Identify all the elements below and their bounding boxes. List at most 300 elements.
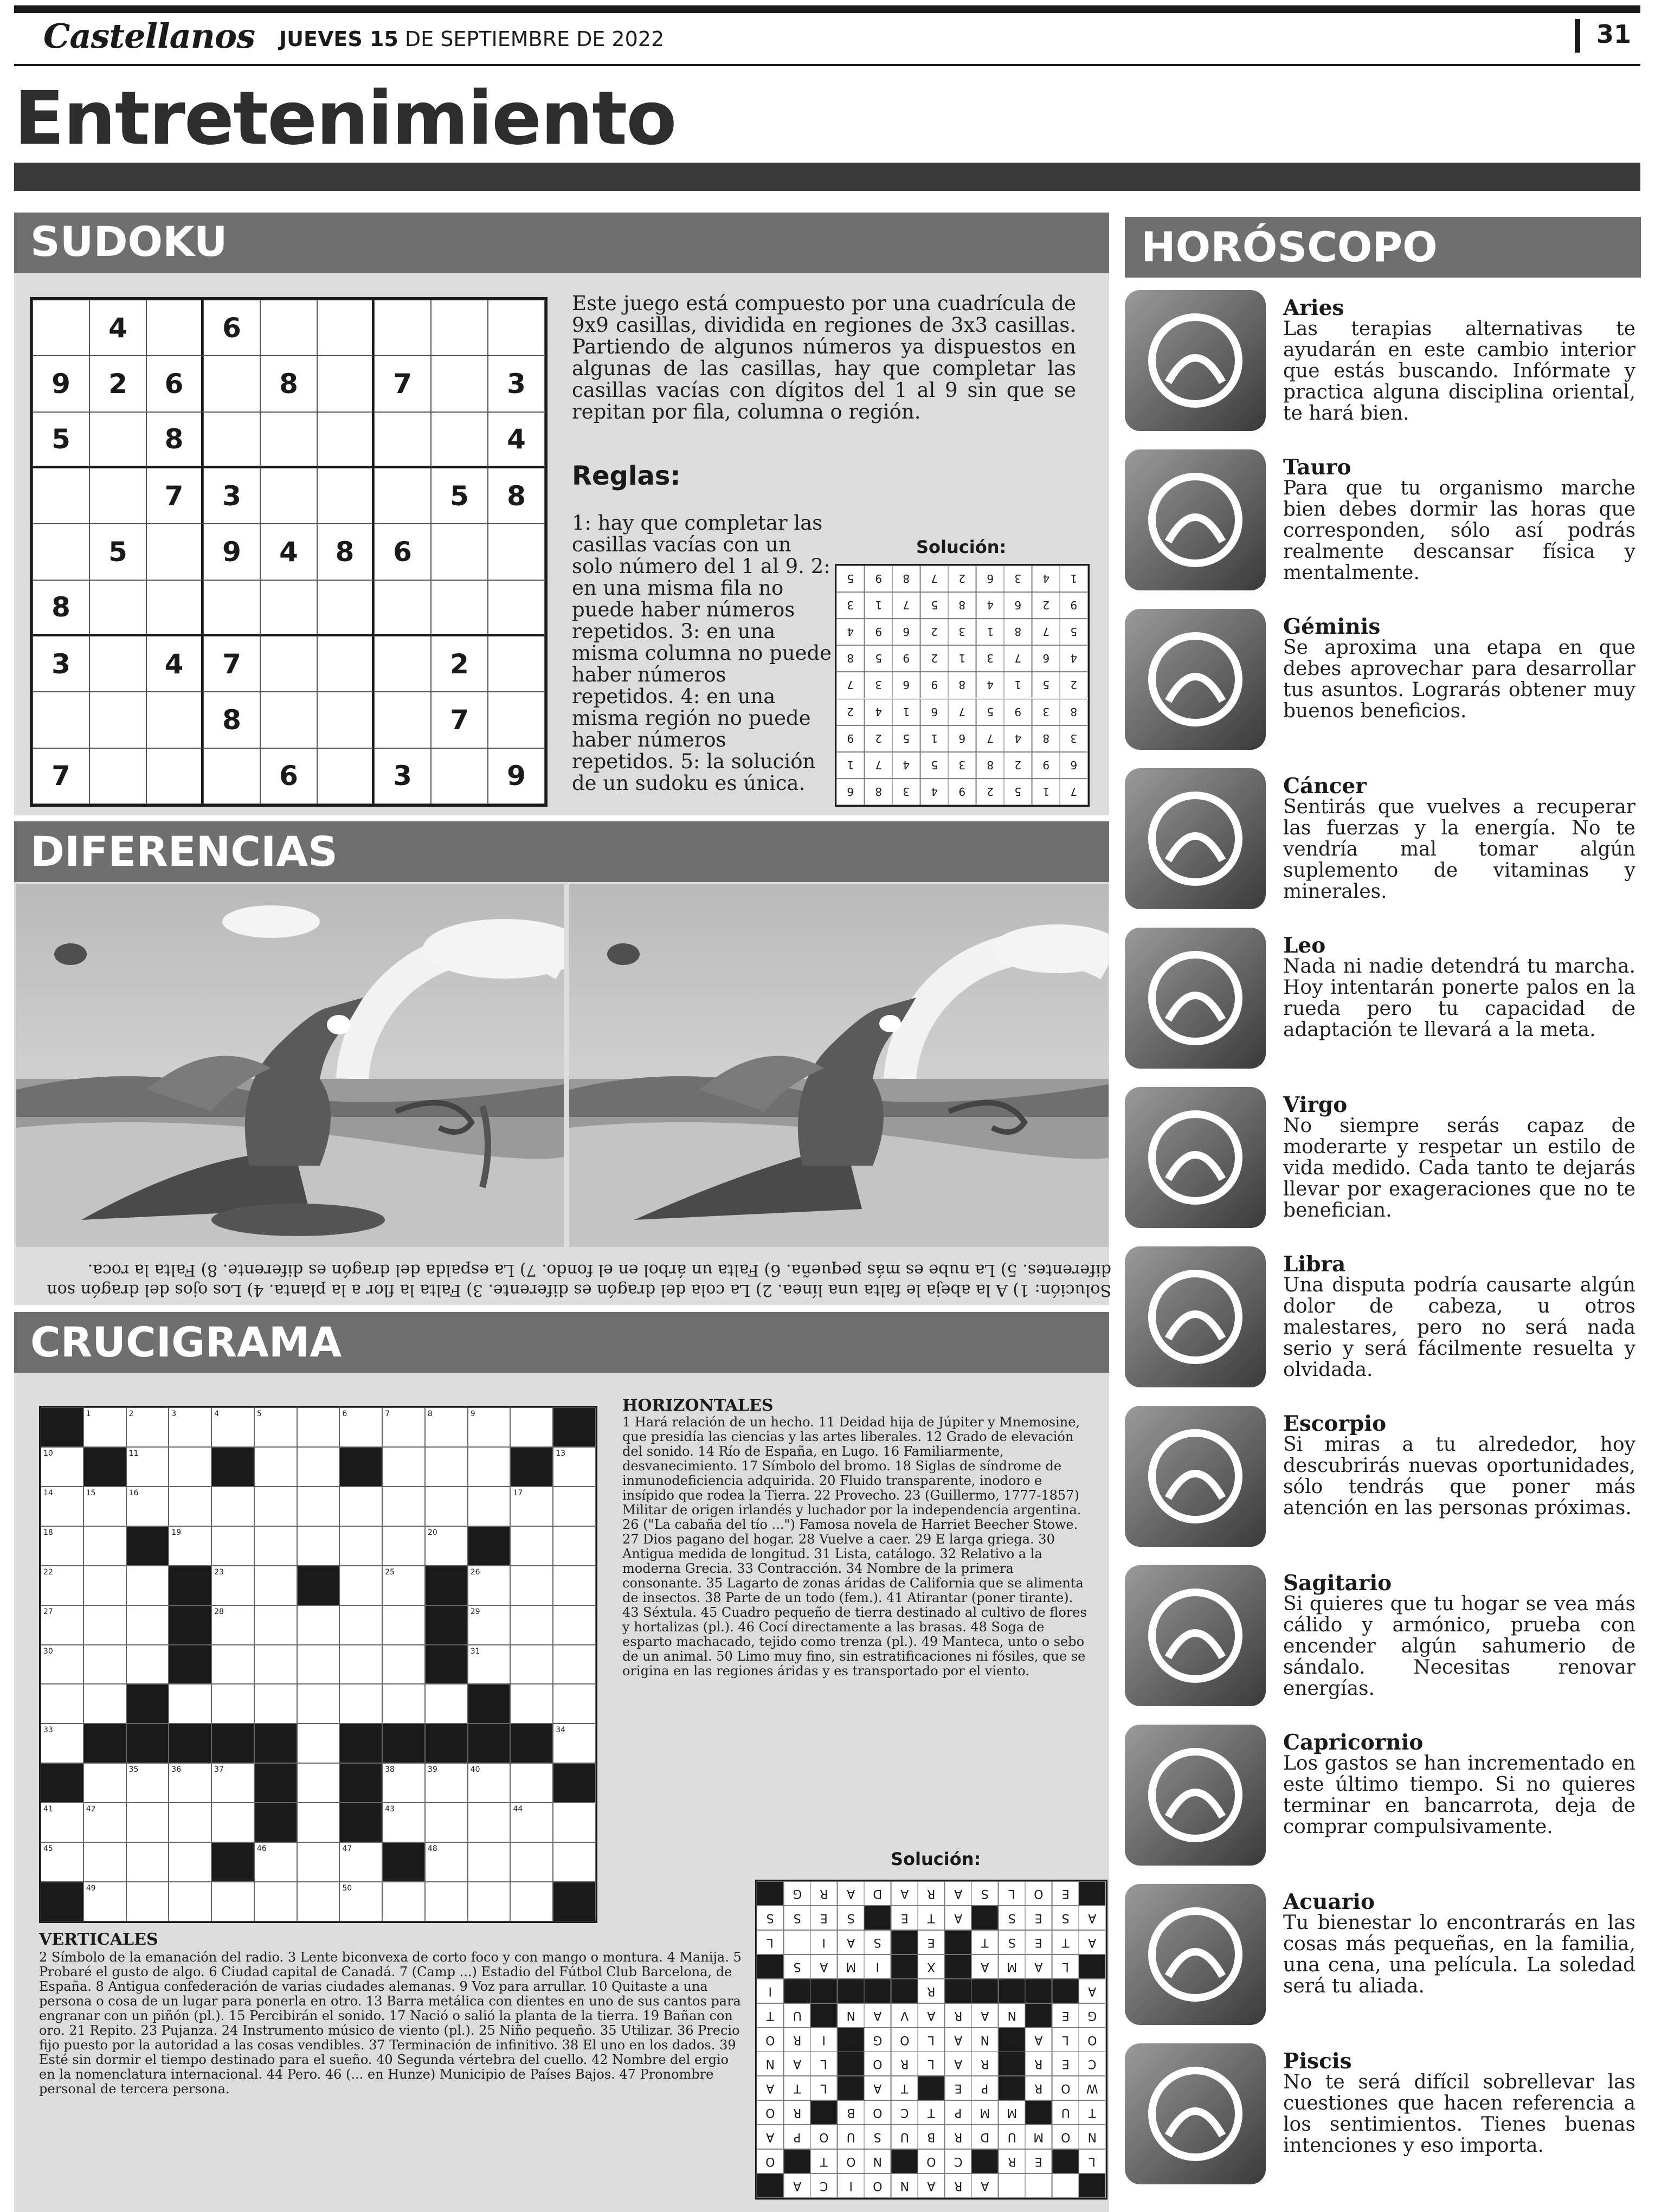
crossword-solution-cell xyxy=(810,2003,838,2028)
sudoku-solution-cell: 2 xyxy=(1004,752,1032,779)
crossword-cell[interactable] xyxy=(468,1447,511,1487)
crossword-cell[interactable] xyxy=(553,1487,596,1526)
crossword-cell[interactable] xyxy=(468,1763,511,1803)
crossword-solution-cell: M xyxy=(999,2100,1026,2125)
crossword-black-cell xyxy=(339,1803,382,1842)
crossword-solution-cell xyxy=(1052,1979,1079,2003)
crossword-cell[interactable] xyxy=(425,1763,468,1803)
crossword-solution-cell: P xyxy=(784,2125,811,2149)
crossword-cell[interactable] xyxy=(126,1487,169,1526)
crossword-cell[interactable] xyxy=(553,1526,596,1566)
cancer-icon xyxy=(1125,768,1266,909)
crossword-cell[interactable] xyxy=(297,1526,340,1566)
sudoku-solution-cell: 3 xyxy=(976,645,1004,672)
crossword-cell[interactable] xyxy=(126,1842,169,1882)
crossword-solution-cell: T xyxy=(1052,1930,1079,1954)
sudoku-solution-cell: 4 xyxy=(892,752,920,779)
crossword-solution-grid xyxy=(755,1880,1107,2200)
crossword-cell[interactable] xyxy=(382,1487,425,1526)
crossword-black-cell xyxy=(339,1763,382,1803)
crossword-cell[interactable] xyxy=(254,1605,297,1645)
crossword-clue-number: 7 xyxy=(385,1410,390,1418)
crossword-cell[interactable] xyxy=(510,1803,553,1842)
crossword-clue-number: 31 xyxy=(470,1647,480,1656)
crossword-cell[interactable] xyxy=(468,1605,511,1645)
crossword-cell[interactable] xyxy=(339,1487,382,1526)
sign-name: Cáncer xyxy=(1283,774,1367,799)
crossword-solution-cell: L xyxy=(1052,1954,1079,1979)
crossword-cell[interactable] xyxy=(339,1882,382,1921)
crossword-cell[interactable] xyxy=(382,1684,425,1724)
crossword-cell[interactable] xyxy=(254,1566,297,1605)
sudoku-cell xyxy=(89,468,146,524)
verticales-heading: VERTICALES xyxy=(39,1930,158,1949)
sudoku-cell: 7 xyxy=(374,356,431,411)
taurus-icon xyxy=(1125,449,1266,590)
crossword-solution-cell xyxy=(945,1954,972,1979)
crossword-clue-number: 11 xyxy=(128,1449,139,1458)
crossword-cell[interactable] xyxy=(510,1763,553,1803)
crossword-solution-cell: S xyxy=(971,1881,999,1906)
crossword-solution-cell xyxy=(757,2174,784,2198)
crossword-solution-cell: E xyxy=(918,1930,945,1954)
diferencias-heading: DIFERENCIAS xyxy=(30,827,338,876)
crossword-cell[interactable] xyxy=(126,1566,169,1605)
crossword-cell[interactable] xyxy=(126,1882,169,1921)
crossword-solution-cell: R xyxy=(784,2100,811,2125)
crossword-cell[interactable] xyxy=(83,1882,126,1921)
crossword-cell[interactable] xyxy=(468,1803,511,1842)
sudoku-cell: 5 xyxy=(89,524,146,580)
crossword-cell[interactable] xyxy=(211,1526,254,1566)
sign-name: Capricornio xyxy=(1283,1730,1424,1755)
sudoku-cell xyxy=(431,580,488,636)
sudoku-rules-text: 1: hay que completar las casillas vacías con un solo número del 1 al 9. 2: en una misma fila no puede haber números repetidos. 3: en una misma columna no puede haber números repetidos. 4: en una misma región no puede haber números repetidos. 5: la solución de un sudoku es única. xyxy=(572,511,832,795)
crossword-cell[interactable] xyxy=(254,1882,297,1921)
crossword-clue-number: 29 xyxy=(470,1607,480,1616)
sudoku-solution-cell: 1 xyxy=(948,645,976,672)
crossword-cell[interactable] xyxy=(297,1842,340,1882)
crossword-solution-cell xyxy=(1079,2174,1106,2198)
crossword-cell[interactable] xyxy=(510,1684,553,1724)
crossword-black-cell xyxy=(425,1645,468,1684)
sudoku-cell xyxy=(89,692,146,748)
crossword-clue-number: 20 xyxy=(427,1528,437,1537)
crossword-solution-cell: L xyxy=(810,2052,838,2076)
crossword-cell[interactable] xyxy=(468,1487,511,1526)
crossword-clue-number: 30 xyxy=(43,1647,53,1656)
crossword-solution-cell: I xyxy=(757,1979,784,2003)
crossword-cell[interactable] xyxy=(169,1447,211,1487)
crossword-solution-cell: A xyxy=(945,1881,972,1906)
sudoku-cell xyxy=(146,692,203,748)
crossword-cell[interactable] xyxy=(254,1842,297,1882)
crossword-cell[interactable] xyxy=(211,1645,254,1684)
sudoku-cell xyxy=(317,580,374,636)
crossword-cell[interactable] xyxy=(553,1842,596,1882)
crossword-black-cell xyxy=(126,1724,169,1763)
crossword-cell[interactable] xyxy=(553,1566,596,1605)
crossword-solution-cell: E xyxy=(1025,1930,1052,1954)
crossword-solution-cell: N xyxy=(1079,2125,1106,2149)
sudoku-cell: 9 xyxy=(33,356,89,411)
crossword-clue-number: 10 xyxy=(43,1449,53,1458)
sign-name: Libra xyxy=(1283,1252,1346,1277)
crossword-cell[interactable] xyxy=(382,1447,425,1487)
crossword-cell[interactable] xyxy=(382,1407,425,1447)
crossword-cell[interactable] xyxy=(83,1487,126,1526)
sudoku-cell xyxy=(317,468,374,524)
crossword-clue-number: 2 xyxy=(128,1410,134,1418)
section-title: Entretenimiento xyxy=(14,76,676,162)
crossword-cell[interactable] xyxy=(169,1487,211,1526)
crossword-cell[interactable] xyxy=(382,1526,425,1566)
crossword-solution-cell: U xyxy=(784,2003,811,2028)
sudoku-solution-cell: 5 xyxy=(920,592,949,619)
sudoku-solution-cell: 3 xyxy=(836,592,865,619)
sudoku-cell xyxy=(203,356,260,411)
crossword-cell[interactable] xyxy=(41,1605,83,1645)
crossword-cell[interactable] xyxy=(553,1645,596,1684)
crossword-cell[interactable] xyxy=(83,1803,126,1842)
crossword-solution-cell: N xyxy=(838,2003,865,2028)
sudoku-solution-cell: 9 xyxy=(892,645,920,672)
sign-name: Leo xyxy=(1283,933,1326,958)
crossword-cell[interactable] xyxy=(254,1487,297,1526)
sudoku-cell xyxy=(374,580,431,636)
horoscope-list xyxy=(1125,290,1641,2209)
crossword-cell[interactable] xyxy=(297,1645,340,1684)
crossword-cell[interactable] xyxy=(211,1407,254,1447)
crossword-cell[interactable] xyxy=(297,1684,340,1724)
crossword-solution-cell: S xyxy=(864,1930,891,1954)
crossword-solution-cell: O xyxy=(864,2174,891,2198)
crossword-cell[interactable] xyxy=(211,1803,254,1842)
crossword-cell[interactable] xyxy=(169,1684,211,1724)
sudoku-solution-cell: 2 xyxy=(1060,672,1088,698)
difference-picture-right xyxy=(569,884,1109,1247)
crossword-cell[interactable] xyxy=(553,1724,596,1763)
crossword-black-cell xyxy=(425,1724,468,1763)
crossword-cell[interactable] xyxy=(425,1407,468,1447)
crossword-solution-cell xyxy=(810,1979,838,2003)
crossword-cell[interactable] xyxy=(126,1447,169,1487)
bee xyxy=(54,943,87,965)
crossword-cell[interactable] xyxy=(169,1882,211,1921)
crossword-black-cell xyxy=(254,1763,297,1803)
crossword-clue-number: 22 xyxy=(43,1567,53,1577)
crossword-cell[interactable] xyxy=(382,1605,425,1645)
crossword-solution-cell: G xyxy=(1079,2003,1106,2028)
crossword-clue-number: 41 xyxy=(43,1805,53,1814)
sudoku-solution-cell: 7 xyxy=(1060,779,1088,805)
aries-icon xyxy=(1125,290,1266,431)
sudoku-solution-cell: 6 xyxy=(1060,752,1088,779)
crossword-cell[interactable] xyxy=(211,1605,254,1645)
crossword-black-cell xyxy=(553,1763,596,1803)
crossword-solution-cell: S xyxy=(999,1930,1026,1954)
crossword-cell[interactable] xyxy=(211,1566,254,1605)
crossword-black-cell xyxy=(41,1882,83,1921)
crossword-clue-number: 46 xyxy=(256,1844,267,1854)
crossword-cell[interactable] xyxy=(425,1842,468,1882)
crossword-solution-cell: T xyxy=(810,2149,838,2174)
crossword-clue-number: 18 xyxy=(43,1528,53,1537)
crossword-cell[interactable] xyxy=(83,1566,126,1605)
crossword-cell[interactable] xyxy=(254,1407,297,1447)
crossword-cell[interactable] xyxy=(169,1842,211,1882)
crossword-black-cell xyxy=(510,1447,553,1487)
crossword-solution-cell: A xyxy=(945,2052,972,2076)
crossword-cell[interactable] xyxy=(41,1566,83,1605)
crossword-solution-cell: V xyxy=(891,2003,918,2028)
crossword-cell[interactable] xyxy=(41,1803,83,1842)
sudoku-solution-cell: 6 xyxy=(836,779,865,805)
crossword-black-cell xyxy=(41,1407,83,1447)
crossword-cell[interactable] xyxy=(83,1407,126,1447)
horoscopo-heading: HORÓSCOPO xyxy=(1141,223,1438,271)
crossword-cell[interactable] xyxy=(297,1447,340,1487)
sudoku-solution-cell: 8 xyxy=(892,565,920,592)
crossword-cell[interactable] xyxy=(468,1407,511,1447)
crossword-solution-cell xyxy=(838,1979,865,2003)
crossword-cell[interactable] xyxy=(297,1882,340,1921)
crossword-cell[interactable] xyxy=(382,1645,425,1684)
crossword-cell[interactable] xyxy=(211,1684,254,1724)
crossword-cell[interactable] xyxy=(425,1684,468,1724)
crossword-cell[interactable] xyxy=(553,1684,596,1724)
crossword-cell[interactable] xyxy=(41,1842,83,1882)
crossword-solution-cell: A xyxy=(784,2052,811,2076)
crossword-solution-cell: C xyxy=(945,2149,972,2174)
crossword-clue-number: 25 xyxy=(385,1567,395,1577)
sudoku-solution-cell: 8 xyxy=(1060,699,1088,725)
sudoku-cell xyxy=(260,636,317,692)
crossword-solution-cell xyxy=(1052,2149,1079,2174)
horoscope-item xyxy=(1125,1246,1641,1398)
crossword-solution-cell xyxy=(945,1979,972,2003)
crossword-solution-cell: O xyxy=(864,2052,891,2076)
sudoku-solution-cell: 2 xyxy=(920,619,949,645)
crossword-cell[interactable] xyxy=(126,1803,169,1842)
crossword-cell[interactable] xyxy=(297,1803,340,1842)
crossword-cell[interactable] xyxy=(126,1407,169,1447)
crossword-cell[interactable] xyxy=(297,1605,340,1645)
horoscope-item xyxy=(1125,928,1641,1079)
crossword-solution-cell: I xyxy=(810,1930,838,1954)
sudoku-cell xyxy=(260,580,317,636)
sudoku-solution-grid xyxy=(835,564,1090,807)
crossword-cell[interactable] xyxy=(169,1803,211,1842)
crossword-cell[interactable] xyxy=(297,1407,340,1447)
crossword-cell[interactable] xyxy=(126,1605,169,1645)
date-rest: DE SEPTIEMBRE DE 2022 xyxy=(398,27,665,51)
crossword-cell[interactable] xyxy=(468,1882,511,1921)
crossword-cell[interactable] xyxy=(339,1645,382,1684)
crossword-solution-cell: O xyxy=(810,2125,838,2149)
difference-picture-left xyxy=(16,884,564,1247)
crossword-cell[interactable] xyxy=(169,1763,211,1803)
sudoku-cell: 4 xyxy=(146,636,203,692)
crossword-cell[interactable] xyxy=(553,1447,596,1487)
crossword-cell[interactable] xyxy=(510,1605,553,1645)
crossword-cell[interactable] xyxy=(510,1526,553,1566)
crossword-solution-cell: A xyxy=(810,1954,838,1979)
crossword-cell[interactable] xyxy=(126,1763,169,1803)
crossword-cell[interactable] xyxy=(41,1487,83,1526)
crossword-cell[interactable] xyxy=(83,1526,126,1566)
crossword-solution-cell xyxy=(1079,1881,1106,1906)
crossword-cell[interactable] xyxy=(41,1724,83,1763)
crossword-cell[interactable] xyxy=(83,1842,126,1882)
sign-text: Nada ni nadie detendrá tu marcha. Hoy intentarán ponerte palos en la rueda pero tu capacidad de adaptación te llevará a la meta. xyxy=(1283,955,1635,1041)
crossword-cell[interactable] xyxy=(211,1487,254,1526)
libra-icon xyxy=(1125,1246,1266,1387)
crossword-cell[interactable] xyxy=(468,1645,511,1684)
crossword-cell[interactable] xyxy=(254,1447,297,1487)
crossword-solution-cell: T xyxy=(757,2003,784,2028)
sudoku-cell: 3 xyxy=(33,636,89,692)
sudoku-cell: 3 xyxy=(203,468,260,524)
crossword-cell[interactable] xyxy=(553,1605,596,1645)
crossword-cell[interactable] xyxy=(382,1566,425,1605)
crossword-solution-cell: I xyxy=(864,1954,891,1979)
sudoku-cell xyxy=(317,412,374,468)
crossword-cell[interactable] xyxy=(41,1645,83,1684)
crossword-cell[interactable] xyxy=(254,1526,297,1566)
crossword-cell[interactable] xyxy=(211,1882,254,1921)
crossword-solution-cell: S xyxy=(838,1906,865,1930)
crossword-solution-cell: I xyxy=(810,2028,838,2052)
newspaper-brand: Castellanos xyxy=(43,16,255,56)
crossword-clue-number: 15 xyxy=(86,1488,96,1497)
crossword-cell[interactable] xyxy=(425,1803,468,1842)
crossword-clue-number: 50 xyxy=(342,1884,352,1893)
crossword-cell[interactable] xyxy=(425,1487,468,1526)
crossword-cell[interactable] xyxy=(553,1803,596,1842)
crossword-cell[interactable] xyxy=(297,1763,340,1803)
crossword-cell[interactable] xyxy=(510,1882,553,1921)
gemini-icon xyxy=(1125,609,1266,750)
crossword-cell[interactable] xyxy=(83,1763,126,1803)
crossword-black-cell xyxy=(468,1724,511,1763)
crossword-cell[interactable] xyxy=(339,1684,382,1724)
crossword-cell[interactable] xyxy=(339,1526,382,1566)
crossword-solution-cell: A xyxy=(971,2174,999,2198)
sign-text: No te será difícil sobrellevar las cuestiones que hacen referencia a los sentimientos. Tienes buenas intenciones y eso importa. xyxy=(1283,2071,1635,2157)
crossword-clue-number: 8 xyxy=(427,1410,433,1418)
crossword-cell[interactable] xyxy=(382,1803,425,1842)
crossword-solution-cell xyxy=(971,1979,999,2003)
crossword-black-cell xyxy=(211,1842,254,1882)
sudoku-solution-cell: 4 xyxy=(1060,645,1088,672)
crossword-cell[interactable] xyxy=(169,1407,211,1447)
crossword-cell[interactable] xyxy=(510,1645,553,1684)
crossword-cell[interactable] xyxy=(339,1842,382,1882)
sudoku-cell: 2 xyxy=(431,636,488,692)
crossword-solution-cell: T xyxy=(1079,2100,1106,2125)
sudoku-cell: 4 xyxy=(260,524,317,580)
crossword-solution-cell: L xyxy=(1079,2149,1106,2174)
crossword-cell[interactable] xyxy=(254,1645,297,1684)
crossword-clue-number: 24 xyxy=(299,1567,310,1577)
crossword-cell[interactable] xyxy=(169,1526,211,1566)
crossword-cell[interactable] xyxy=(339,1407,382,1447)
crossword-solution-cell: A xyxy=(838,1881,865,1906)
horoscope-item xyxy=(1125,449,1641,601)
crossword-solution-cell xyxy=(918,2076,945,2100)
crossword-cell[interactable] xyxy=(41,1447,83,1487)
sudoku-cell xyxy=(33,468,89,524)
sudoku-cell: 7 xyxy=(203,636,260,692)
crossword-cell[interactable] xyxy=(382,1882,425,1921)
crossword-solution-cell: E xyxy=(945,2076,972,2100)
page-number-divider xyxy=(1575,19,1580,53)
sudoku-cell: 3 xyxy=(488,356,545,411)
crossword-black-cell xyxy=(553,1407,596,1447)
crossword-clue-number: 16 xyxy=(128,1488,139,1497)
crossword-cell[interactable] xyxy=(126,1645,169,1684)
crossword-solution-cell: I xyxy=(838,2174,865,2198)
crossword-cell[interactable] xyxy=(41,1684,83,1724)
crossword-cell[interactable] xyxy=(297,1487,340,1526)
crossword-solution-cell: L xyxy=(918,2028,945,2052)
crossword-solution-cell: R xyxy=(1025,2076,1052,2100)
crossword-clue-number: 21 xyxy=(470,1528,480,1537)
diferencias-solution: Solución: 1) A la abeja le falta una línea. 2) La cola del dragón es diferente. 3) Falta la flor a la planta. 4) Los ojos del dragón son diferentes. 5) La nube es más pequeña. 6) Falta un árbol en el fondo. 7) La espalda del dragón es diferente. 8) Falta la roca. xyxy=(47,1261,1111,1300)
crossword-cell[interactable] xyxy=(425,1882,468,1921)
crossword-cell[interactable] xyxy=(425,1526,468,1566)
sudoku-solution-cell: 6 xyxy=(892,619,920,645)
sign-text: Para que tu organismo marche bien debes dormir las horas que corresponden, sólo así podrás realmente descansar física y mentalmente. xyxy=(1283,477,1635,584)
crossword-cell[interactable] xyxy=(510,1566,553,1605)
crossword-cell[interactable] xyxy=(339,1566,382,1605)
sudoku-grid xyxy=(30,297,548,807)
crossword-cell[interactable] xyxy=(382,1763,425,1803)
crossword-cell[interactable] xyxy=(83,1645,126,1684)
sagittarius-icon xyxy=(1125,1565,1266,1706)
crossword-cell[interactable] xyxy=(468,1842,511,1882)
crossword-cell[interactable] xyxy=(510,1487,553,1526)
crossword-solution-cell: R xyxy=(971,2052,999,2076)
crossword-cell[interactable] xyxy=(468,1566,511,1605)
crossword-cell[interactable] xyxy=(510,1407,553,1447)
crossword-solution-cell xyxy=(999,2028,1026,2052)
crossword-cell[interactable] xyxy=(211,1763,254,1803)
crossword-cell[interactable] xyxy=(425,1447,468,1487)
sudoku-intro: Este juego está compuesto por una cuadrícula de 9x9 casillas, dividida en regiones de 3x3 casillas. Partiendo de algunos números ya dispuestos en algunas de las casillas, hay que completar las casillas vacías con dígitos del 1 al 9 sin que se repitan por fila, columna o región. xyxy=(572,292,1076,423)
crossword-solution-cell: A xyxy=(971,2003,999,2028)
crossword-cell[interactable] xyxy=(254,1684,297,1724)
crossword-cell[interactable] xyxy=(83,1684,126,1724)
crossword-solution-cell: E xyxy=(810,1906,838,1930)
sudoku-solution-cell: 1 xyxy=(836,752,865,779)
crossword-cell[interactable] xyxy=(83,1605,126,1645)
crossword-clue-number: 40 xyxy=(470,1765,480,1774)
sudoku-solution-cell: 5 xyxy=(1032,672,1060,698)
sudoku-solution-cell: 7 xyxy=(920,565,949,592)
crossword-cell[interactable] xyxy=(339,1605,382,1645)
crossword-black-cell xyxy=(468,1526,511,1566)
sudoku-solution-cell: 8 xyxy=(948,592,976,619)
crossword-solution-cell: O xyxy=(891,2028,918,2052)
sudoku-solution-cell: 1 xyxy=(1032,779,1060,805)
crossword-clue-number: 45 xyxy=(43,1844,53,1854)
crossword-cell[interactable] xyxy=(510,1842,553,1882)
crossword-cell[interactable] xyxy=(297,1724,340,1763)
crossword-cell[interactable] xyxy=(41,1526,83,1566)
crossword-solution-cell xyxy=(1025,1979,1052,2003)
